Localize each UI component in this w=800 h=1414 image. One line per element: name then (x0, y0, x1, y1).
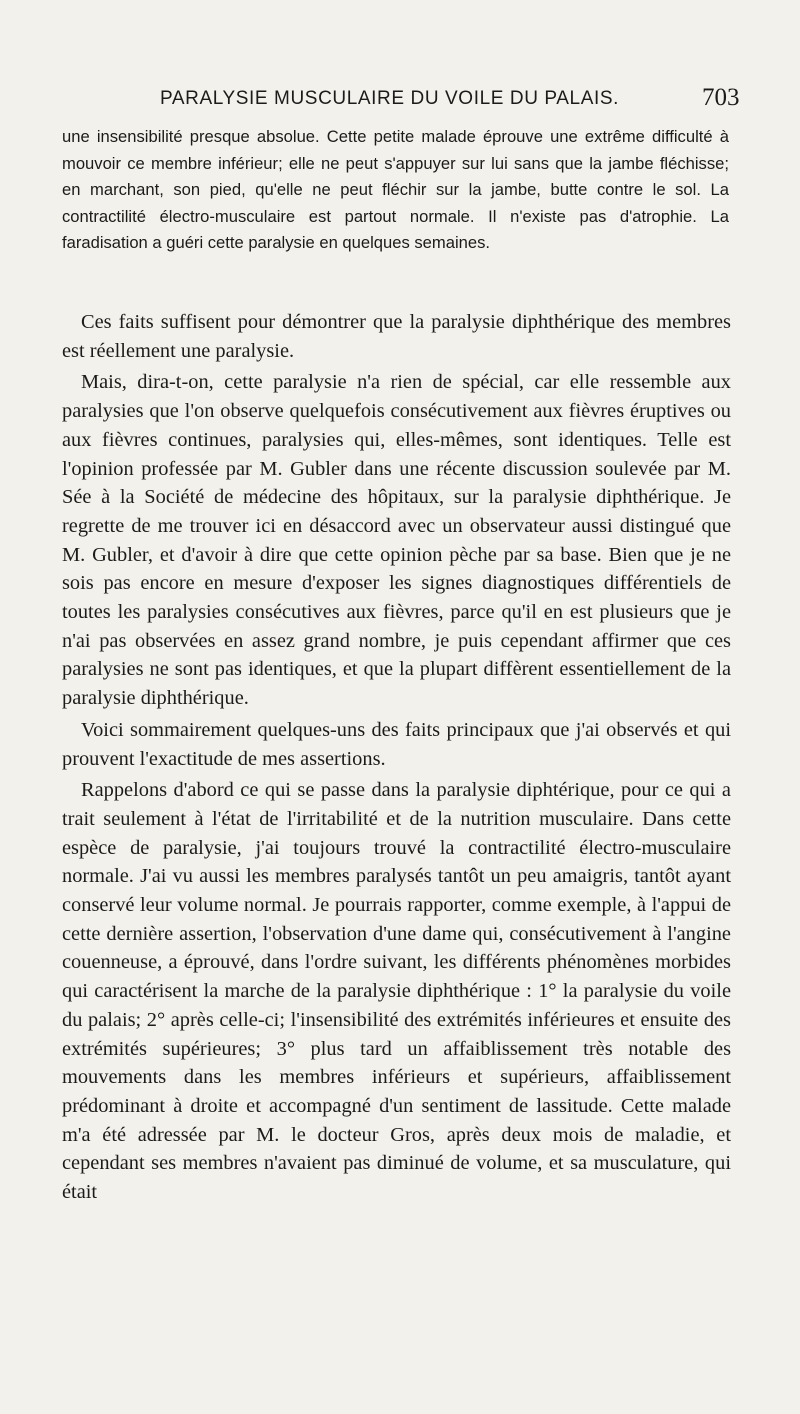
page-number: 703 (702, 84, 740, 111)
paragraph: Mais, dira-t-on, cette paralysie n'a rien de spécial, car elle ressemble aux paralysies que l'on observe quelquefois consécutivement aux fièvres éruptives ou aux fièvres continues, paralysies qui, elles-mêmes, sont identiques. Telle est l'opinion professée par M. Gubler dans une récente discussion soulevée par M. Sée à la Société de médecine des hôpitaux, sur la paralysie diphthérique. Je regrette de me trouver ici en désaccord avec un observateur aussi distingué que M. Gubler, et d'avoir à dire que cette opinion pèche par sa base. Bien que je ne sois pas encore en mesure d'exposer les signes diagnostiques différentiels de toutes les paralysies consécutives aux fièvres, parce qu'il en est plusieurs que je n'ai pas observées en assez grand nombre, je puis cependant affirmer que ces paralysies ne sont pas identiques, et que la plupart diffèrent essentiellement de la paralysie diphthérique. (62, 371, 731, 710)
case-observation-block (62, 124, 729, 257)
paragraph: Voici sommairement quelques-uns des faits principaux que j'ai observés et qui prouvent l'exactitude de mes assertions. (62, 718, 731, 770)
paragraph: Rappelons d'abord ce qui se passe dans la paralysie diphtérique, pour ce qui a trait seulement à l'état de l'irritabilité et de la nutrition musculaire. Dans cette espèce de paralysie, j'ai toujours trouvé la contractilité électro-musculaire normale. J'ai vu aussi les membres paralysés tantôt un peu amaigris, tantôt ayant conservé leur volume normal. Je pourrais rapporter, comme exemple, à l'appui de cette dernière assertion, l'observation d'une dame qui, consécutivement à l'angine couenneuse, a éprouvé, dans l'ordre suivant, les différents phénomènes morbides qui caractérisent la marche de la paralysie diphthérique : 1° la paralysie du voile du palais; 2° après celle-ci; l'insensibilité des extrémités inférieures et ensuite des extrémités supérieures; 3° plus tard un affaiblissement très notable des mouvements dans les membres inférieurs et supérieurs, affaiblissement prédominant à droite et accompagné d'un sentiment de lassitude. Cette malade m'a été adressée par M. le docteur Gros, après deux mois de maladie, et cependant ses membres n'avaient pas diminué de volume, et sa musculature, qui était (62, 779, 731, 1204)
body-text (62, 308, 731, 1210)
page-header (0, 84, 800, 118)
paragraph: Ces faits suffisent pour démontrer que la paralysie diphthérique des membres est réellement une paralysie. (62, 311, 731, 362)
running-title: PARALYSIE MUSCULAIRE DU VOILE DU PALAIS. (160, 88, 620, 109)
case-observation-paragraph: une insensibilité presque absolue. Cette petite malade éprouve une extrême difficulté à mouvoir ce membre inférieur; elle ne peut s'appuyer sur lui sans que la jambe fléchisse; en marchant, son pied, qu'elle ne peut fléchir sur la jambe, butte contre le sol. La contractilité électro-musculaire est partout normale. Il n'existe pas d'atrophie. La faradisation a guéri cette paralysie en quelques semaines. (62, 127, 729, 253)
